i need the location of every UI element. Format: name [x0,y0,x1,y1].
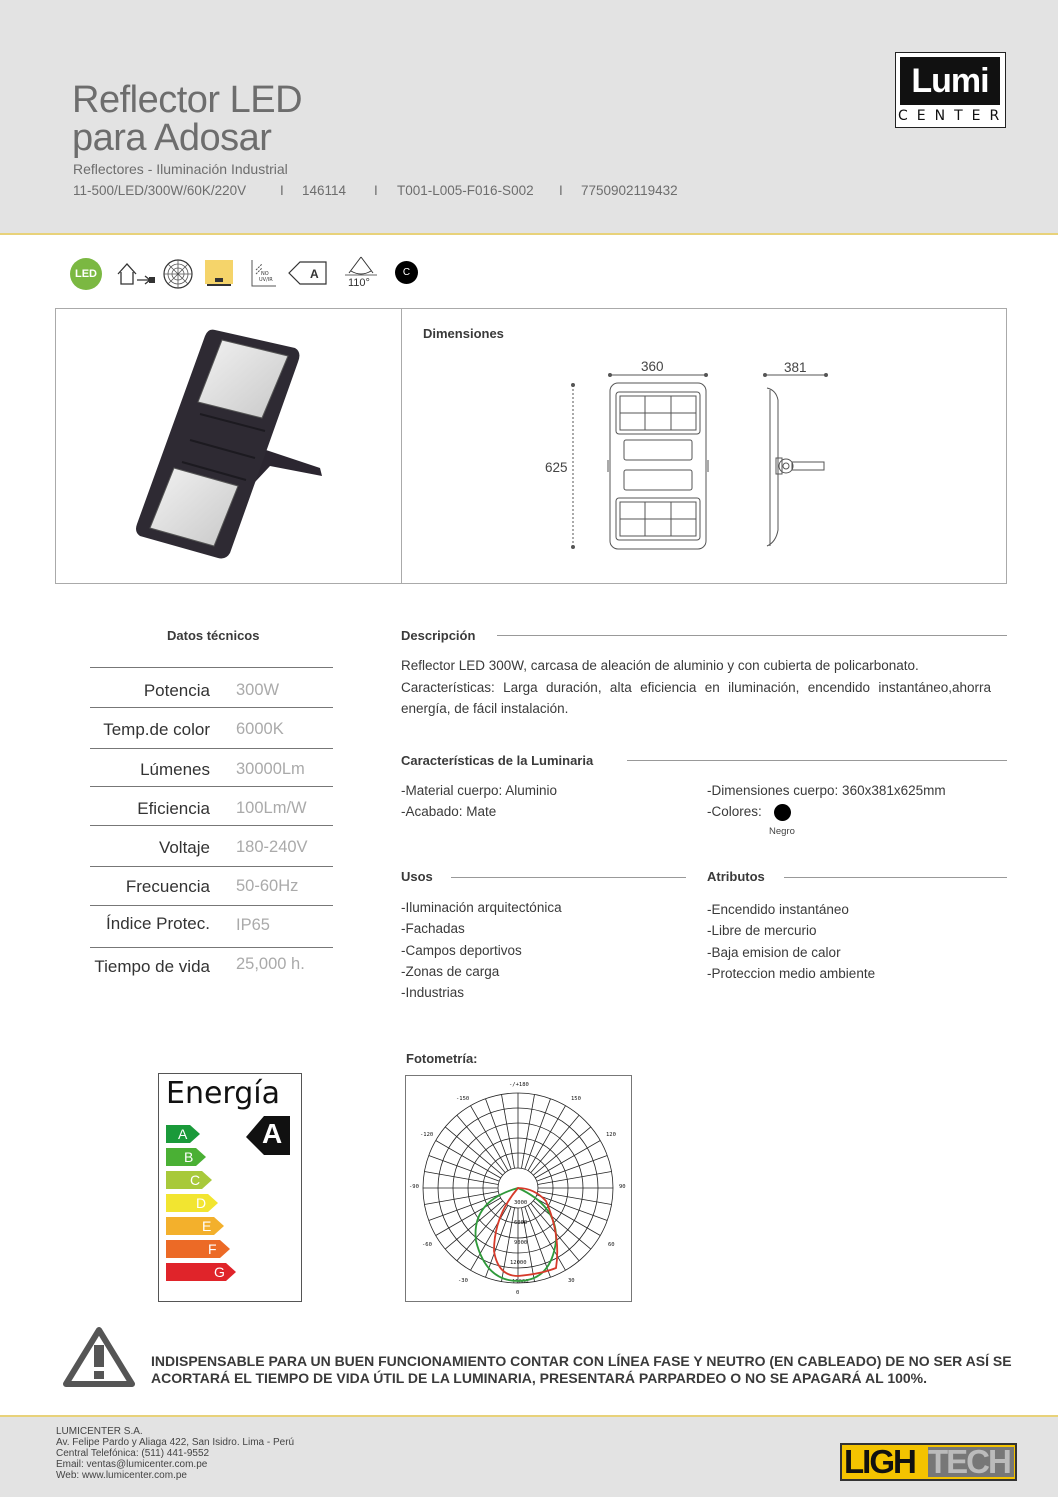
energy-class-label: B [184,1149,194,1165]
energy-class-label: D [196,1195,207,1211]
spec-value: 300W [236,681,280,699]
polar-radial-label: 6000 [514,1220,528,1226]
characteristic-colors: -Colores: [707,804,762,819]
energy-class-bar [166,1194,218,1212]
dimension-width: 360 [641,359,664,374]
outdoor-house-icon [115,260,157,288]
photometric-diagram [406,1076,631,1301]
spec-divider [90,866,333,867]
svg-text:NO: NO [261,271,269,277]
energy-class-bar [166,1263,236,1281]
lightech-logo [840,1443,1017,1481]
attributes-title: Atributos [707,869,765,884]
polar-angle-label: 90 [619,1184,626,1190]
polar-angle-label: -/+180 [509,1082,529,1088]
logo-wordmark: Lumi [900,57,1000,105]
polar-angle-label: -90 [409,1184,419,1190]
use-item: -Industrias [401,985,465,1000]
polar-angle-label: -30 [458,1278,468,1284]
warning-line: ACORTARÁ EL TIEMPO DE VIDA ÚTIL DE LA LUMINARIA, PRESENTARÁ PARPARDEO O NO SE APAGARÁ AL 100%. [151,1370,928,1386]
energy-class-icon [288,260,328,286]
spec-value: 100Lm/W [236,799,307,817]
product-sku: 146114 [302,183,347,198]
energy-class-label: A [178,1126,188,1142]
energy-class-label: E [202,1218,212,1234]
code-separator: I [559,183,563,198]
spec-divider [90,825,333,826]
spec-divider [90,905,333,906]
characteristic-finish: -Acabado: Mate [401,804,497,819]
energy-class-label: F [208,1241,217,1257]
footer-phone: Central Telefónica: (511) 441-9552 [56,1448,210,1459]
lightech-logo-part2: TECH [928,1447,1014,1477]
use-item: -Zonas de carga [401,964,500,979]
product-barcode: 7750902119432 [581,183,678,198]
warm-light-icon [205,260,233,288]
polar-angle-label: -150 [456,1096,470,1102]
use-item: -Fachadas [401,921,465,936]
svg-text:UV/IR: UV/IR [259,277,273,283]
polar-spoke [538,1191,612,1204]
color-swatch [774,804,791,821]
attribute-item: -Baja emision de calor [707,945,841,960]
spec-label: Frecuencia [125,877,210,896]
lightech-logo-part1: LIGH [844,1443,915,1480]
spec-label: Eficiencia [137,799,210,818]
spec-value: 30000Lm [236,760,305,778]
polar-radial-label: 12000 [510,1260,527,1266]
dimensions-drawing [540,360,840,560]
section-rule [784,877,1007,878]
product-category: Reflectores - Iluminación Industrial [73,161,288,177]
section-rule [497,635,1007,636]
spec-label: Temp.de color [103,720,210,739]
polar-angle-label: 120 [606,1132,616,1138]
polar-angle-label: 0 [516,1290,520,1296]
polar-spoke [424,1172,498,1185]
attribute-item: -Proteccion medio ambiente [707,966,876,981]
logo-subtext: CENTER [898,108,1009,124]
product-model-code: 11-500/LED/300W/60K/220V [73,183,247,198]
led-icon: LED [70,258,102,290]
spec-label: Voltaje [158,838,210,857]
no-uv-icon [248,258,280,288]
svg-text:A: A [310,267,319,281]
polar-radial-label: 15000 [512,1279,529,1285]
warning-message [151,1353,1021,1387]
polar-spoke [424,1191,498,1204]
description-title: Descripción [401,628,476,643]
polar-radial-label: 9000 [514,1240,528,1246]
energy-class-bar [166,1240,230,1258]
beam-angle-label: 110° [348,277,370,289]
spec-label: Lúmenes [140,760,210,779]
polar-radial-label: 3000 [514,1200,528,1206]
product-title-line1: Reflector LED [72,79,303,121]
panel-divider [401,308,402,584]
warning-icon [63,1326,135,1388]
section-rule [451,877,686,878]
use-item: -Iluminación arquitectónica [401,900,562,915]
section-rule [627,760,1007,761]
dimension-depth: 381 [784,360,807,375]
spec-value: 180-240V [236,838,308,856]
spec-value: 50-60Hz [236,877,299,895]
description-line: Características: Larga duración, alta eficiencia en iluminación, encendido instantáneo,ahorra [401,680,991,695]
spec-value: 6000K [236,720,284,738]
product-title-line2: para Adosar [72,117,272,159]
spec-divider [90,667,333,668]
characteristic-material: -Material cuerpo: Aluminio [401,783,558,798]
polar-angle-label: -120 [420,1132,434,1138]
energy-class-bar [166,1217,224,1235]
dimensions-title: Dimensiones [423,326,504,341]
polar-angle-label: 60 [608,1242,615,1248]
spec-label: Tiempo de vida [94,957,210,976]
polar-angle-label: -60 [422,1242,432,1248]
attribute-item: -Libre de mercurio [707,923,817,938]
polar-spoke [521,1094,534,1168]
energy-class-bar [166,1171,212,1189]
grid-lens-icon [162,258,194,290]
product-photo [130,318,340,568]
energy-class-label: G [214,1264,225,1280]
dimension-height: 625 [545,460,568,475]
energy-class-label: C [190,1172,201,1188]
spec-divider [90,707,333,708]
footer-company: LUMICENTER S.A. [56,1426,143,1437]
code-separator: I [374,183,378,198]
attribute-item: -Encendido instantáneo [707,902,849,917]
footer-email[interactable]: Email: ventas@lumicenter.com.pe [56,1459,208,1470]
energy-rating-letter: A [262,1118,283,1149]
spec-divider [90,947,333,948]
photometry-title: Fotometría: [406,1051,478,1066]
description-line: energía, de fácil instalación. [401,701,569,716]
description-line: Reflector LED 300W, carcasa de aleación de aluminio y con cubierta de policarbonato. [401,658,919,673]
uses-title: Usos [401,869,433,884]
polar-angle-label: 30 [568,1278,575,1284]
spec-value: 25,000 h. [236,955,305,973]
code-separator: I [280,183,284,198]
footer-web[interactable]: Web: www.lumicenter.com.pe [56,1470,187,1481]
color-dot-icon: C [395,261,418,284]
energy-label-title: Energía [166,1076,280,1111]
product-reference: T001-L005-F016-S002 [397,183,534,198]
polar-spoke [502,1094,515,1168]
spec-label: Potencia [143,681,210,700]
characteristic-dimensions: -Dimensiones cuerpo: 360x381x625mm [707,783,946,798]
polar-angle-label: 150 [571,1096,581,1102]
spec-divider [90,748,333,749]
specs-title: Datos técnicos [167,628,260,643]
footer-address: Av. Felipe Pardo y Aliaga 422, San Isidro. Lima - Perú [56,1437,295,1448]
spec-label: Índice Protec. [106,914,210,933]
spec-divider [90,786,333,787]
use-item: -Campos deportivos [401,943,522,958]
polar-spoke [538,1172,612,1185]
beam-angle-icon [343,255,379,277]
warning-line: INDISPENSABLE PARA UN BUEN FUNCIONAMIENTO CONTAR CON LÍNEA FASE Y NEUTRO (EN CABLEADO) DE NO SER ASÍ SE [151,1353,1012,1369]
characteristics-title: Características de la Luminaria [401,753,594,768]
color-swatch-label: Negro [769,826,795,837]
spec-value: IP65 [236,916,270,934]
lumicenter-logo [895,52,1009,128]
